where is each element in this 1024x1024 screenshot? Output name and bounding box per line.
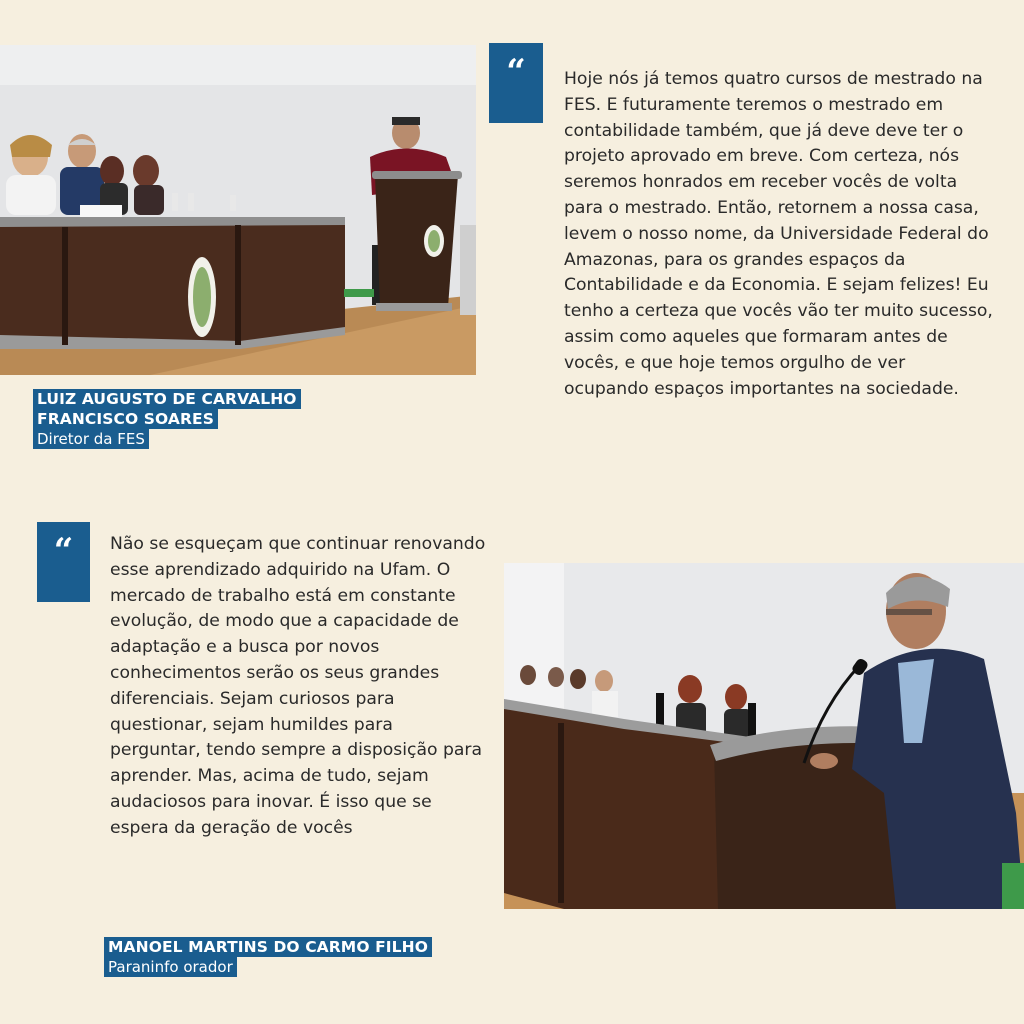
speaker-role: Diretor da FES — [33, 429, 149, 449]
speaker-name-line-1: LUIZ AUGUSTO DE CARVALHO — [33, 389, 301, 409]
quote-mark-icon: “ — [37, 522, 90, 602]
speaker-caption-2 — [104, 937, 432, 977]
speaker-role: Paraninfo orador — [104, 957, 237, 977]
speaker-caption-1 — [33, 389, 301, 449]
photo-speaker-2 — [504, 563, 1024, 909]
speaker-name: MANOEL MARTINS DO CARMO FILHO — [104, 937, 432, 957]
quote-mark-icon: “ — [489, 43, 543, 123]
quote-text-1: Hoje nós já temos quatro cursos de mestrado na FES. E futuramente teremos o mestrado em contabilidade também, que já deve deve ter o projeto aprovado em breve. Com certeza, nós seremos honrados em receber vocês de volta para o mestrado. Então, retornem a nossa casa, levem o nosso nome, da Universidade Federal do Amazonas, para os grandes espaços da Contabilidade e da Economia. E sejam felizes! Eu tenho a certeza que vocês vão ter muito sucesso, assim como aqueles que formaram antes de vocês, e que hoje temos orgulho de ver ocupando espaços importantes na sociedade. — [564, 69, 993, 399]
quote-text-2: Não se esqueçam que continuar renovando esse aprendizado adquirido na Ufam. O mercado de trabalho está em constante evolução, de modo que a capacidade de adaptação e a busca por novos conhecimentos serão os seus grandes diferenciais. Sejam curiosos para questionar, sejam humildes para perguntar, tendo sempre a disposição para aprender. Mas, acima de tudo, sejam audaciosos para inovar. É isso que se espera da geração de vocês — [110, 534, 486, 838]
speaker-name-line-2: FRANCISCO SOARES — [33, 409, 218, 429]
photo-speaker-1 — [0, 45, 476, 375]
